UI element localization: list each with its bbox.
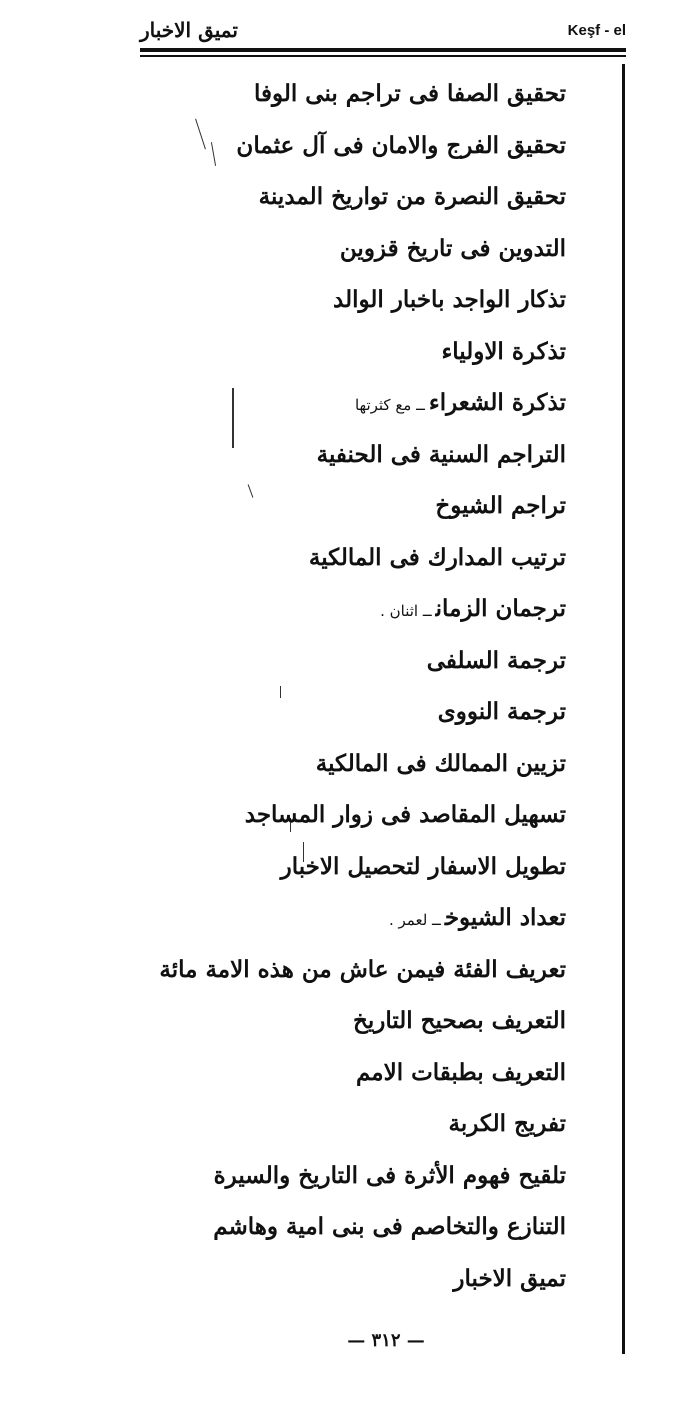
entry-title: تسهيل المقاصد فى زوار المساجد <box>244 801 566 828</box>
list-item <box>116 480 566 532</box>
entry-title: تميق الاخبار <box>453 1264 566 1292</box>
entry-note: ــ لعمر . <box>388 911 441 929</box>
list-item <box>116 68 566 120</box>
entry-title: تعداد الشيوخ <box>444 904 566 931</box>
list-item <box>116 686 566 738</box>
entry-title: تذكرة الشعراء <box>428 389 566 416</box>
list-item <box>116 583 566 635</box>
list-item <box>116 995 566 1047</box>
list-item <box>116 274 566 326</box>
running-title: تميق الاخبار <box>140 18 238 42</box>
entry-title: ترجمان الزمان <box>435 595 566 622</box>
entry-title: تحقيق النصرة من تواريخ المدينة <box>258 183 566 210</box>
entry-title: تذكار الواجد باخبار الوالد <box>333 286 566 313</box>
list-item <box>116 326 566 378</box>
entry-title: التعريف بصحيح التاريخ <box>352 1007 566 1034</box>
list-item <box>116 377 566 429</box>
entry-title: تذكرة الاولياء <box>441 337 566 365</box>
entry-title: تلقيح فهوم الأثرة فى التاريخ والسيرة <box>213 1161 566 1189</box>
list-item <box>116 789 566 841</box>
entry-title: التعريف بطبقات الامم <box>356 1058 566 1086</box>
list-item <box>116 223 566 275</box>
list-item <box>116 120 566 172</box>
list-item <box>116 1047 566 1099</box>
entry-note: ــ اثنان . <box>380 602 432 620</box>
entry-title: التراجم السنية فى الحنفية <box>316 440 566 468</box>
corner-label: Keşf - el <box>567 22 626 39</box>
entry-title: تراجم الشيوخ <box>435 492 566 519</box>
entry-title: تفريج الكربة <box>448 1110 566 1137</box>
entry-title: التدوين فى تاريخ قزوين <box>339 234 566 262</box>
header-rule-thick <box>140 48 626 52</box>
list-item <box>116 1150 566 1202</box>
header-rule-thin <box>140 55 626 57</box>
list-item <box>116 635 566 687</box>
entry-title: تعريف الفئة فيمن عاش من هذه الامة مائة <box>159 955 566 983</box>
entry-title: ترجمة النووى <box>437 698 566 725</box>
list-item <box>116 1253 566 1305</box>
list-item <box>116 1098 566 1150</box>
entry-title: تحقيق الصفا فى تراجم بنى الوفا <box>254 80 566 107</box>
entry-list <box>116 68 566 1304</box>
list-item <box>116 532 566 584</box>
margin-line <box>622 64 625 1354</box>
list-item <box>116 738 566 790</box>
entry-title: تزيين الممالك فى المالكية <box>315 749 566 777</box>
list-item <box>116 944 566 996</box>
list-item <box>116 171 566 223</box>
entry-title: تطويل الاسفار لتحصيل الاخبار <box>280 852 566 880</box>
list-item <box>116 892 566 944</box>
page-header <box>140 14 626 48</box>
entry-note: ــ مع كثرتها <box>354 396 425 414</box>
entry-title: ترتيب المدارك فى المالكية <box>308 543 566 571</box>
entry-title: التنازع والتخاصم فى بنى امية وهاشم <box>213 1213 566 1240</box>
page-number: — ٣١٢ — <box>347 1330 425 1351</box>
entry-title: ترجمة السلفى <box>426 646 566 674</box>
list-item <box>116 1201 566 1253</box>
list-item <box>116 841 566 893</box>
list-item <box>116 429 566 481</box>
entry-title: تحقيق الفرج والامان فى آل عثمان <box>236 131 566 159</box>
